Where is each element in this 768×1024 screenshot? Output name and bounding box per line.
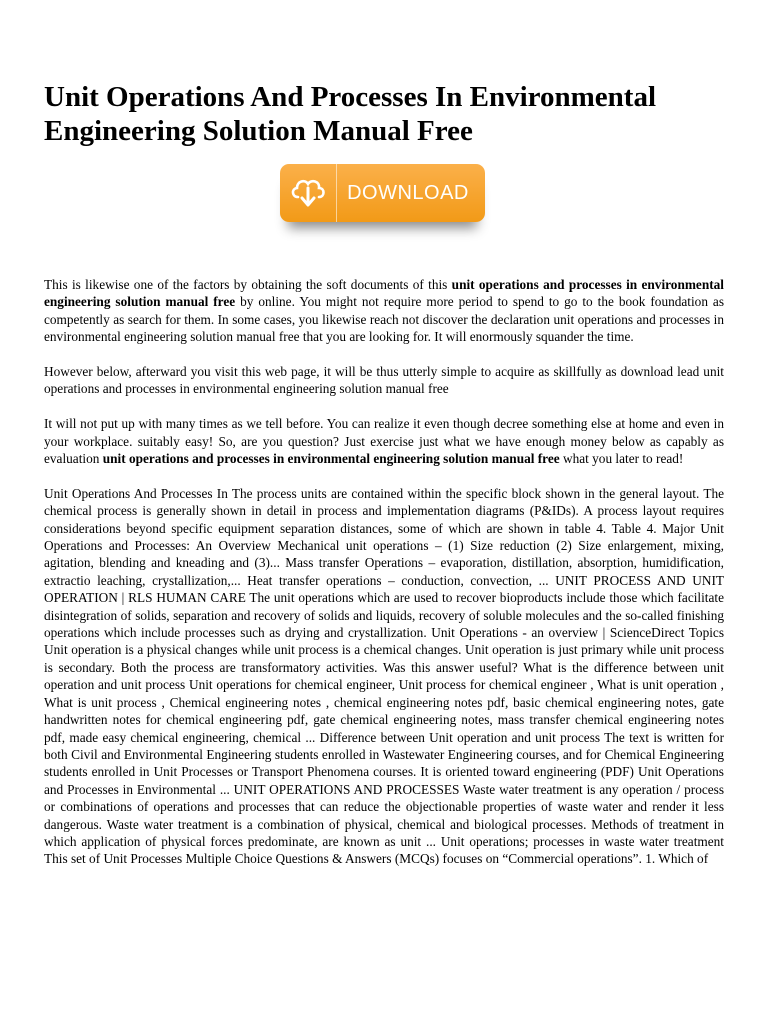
document-title: Unit Operations And Processes In Environmental Engineering Solution Manual Free [44, 81, 657, 147]
paragraph-3-text-start: It will not put up with many times as we tell before. You can realize it even though decree something else at home and even in your workplace. suitably easy! So, are you question? Just exercise just what we have enough money below as capably as evaluation [44, 416, 724, 467]
download-button[interactable] [280, 164, 485, 222]
download-label: DOWNLOAD [347, 181, 469, 204]
cloud-download-icon [280, 164, 336, 222]
paragraph-3-bold-phrase: unit operations and processes in environmental engineering solution manual free [102, 451, 560, 467]
paragraph-1-text-start: This is likewise one of the factors by obtaining the soft documents of this [44, 277, 452, 292]
paragraph-4: Unit Operations And Processes In The process units are contained within the specific block shown in the general layout. The chemical process is generally shown in detail in process and implementation diagrams (P&IDs). A process layout requires considerations beyond specific equipment separation distances, some of which are shown in table 4. Table 4. Major Unit Operations and Processes: An Overview Mechanical unit operations – (1) Size reduction (2) Size enlargement, mixing, agitation, blending and kneading and (3)... Mass transfer Operations – evaporation, distillation, absorption, humidification, extractio leaching, crystallization,... Heat transfer operations – conduction, convection, ... UNIT PROCESS AND UNIT OPERATION | RLS HUMAN CARE The unit operations which are used to recover bioproducts include those which facilitate disintegration of solids, separation and recovery of solids and liquids, recovery of soluble molecules and the so-called finishing operations which include processes such as drying and crystallization. Unit Operations - an overview | ScienceDirect Topics Unit operation is a physical changes while unit process is a chemical changes. Unit operation is just primary while unit process is secondary. Both the process are transformatory activities. Was this answer useful? What is the difference between unit operation and unit process Unit operations for chemical engineer, Unit process for chemical engineer , What is unit operation , What is unit process , Chemical engineering notes , chemical engineering notes pdf, basic chemical engineering notes, gate handwritten notes for chemical engineering pdf, gate chemical engineering notes, mass transfer chemical engineering notes pdf, made easy chemical engineering, chemical ... Difference between Unit operation and unit process The text is written for both Civil and Environmental Engineering students enrolled in Wastewater Engineering courses, and for Chemical Engineering students enrolled in Unit Processes or Transport Phenomena courses. It is oriented toward engineering (PDF) Unit Operations and Processes in Environmental ... UNIT OPERATIONS AND PROCESSES Waste water treatment is any operation / process or combinations of operations and processes that can reduce the objectionable properties of waste water and render it less dangerous. Waste water treatment is a combination of physical, chemical and biological processes. Methods of treatment in which application of physical forces predominate, are known as unit ... Unit operations; processes in waste water treatment This set of Unit Processes Multiple Choice Questions & Answers (MCQs) focuses on “Commercial operations”. 1. Which of [44, 485, 724, 867]
document-body [44, 276, 724, 885]
paragraph-1-bold-phrase: unit operations and processes in environmental engineering solution manual free [44, 277, 724, 310]
paragraph-1-text-end: by online. You might not require more period to spend to go to the book foundation as competently as search for them. In some cases, you likewise reach not discover the declaration unit operations and processes in environmental engineering solution manual free that you are looking for. It will enormously squander the time. [44, 294, 725, 345]
paragraph-2: However below, afterward you visit this web page, it will be thus utterly simple to acquire as skillfully as download lead unit operations and processes in environmental engineering solution manual free [44, 364, 724, 397]
paragraph-1 [44, 276, 724, 346]
download-area [280, 164, 490, 244]
paragraph-3-text-end: what you later to read! [559, 451, 684, 467]
paragraph-3 [44, 415, 724, 467]
